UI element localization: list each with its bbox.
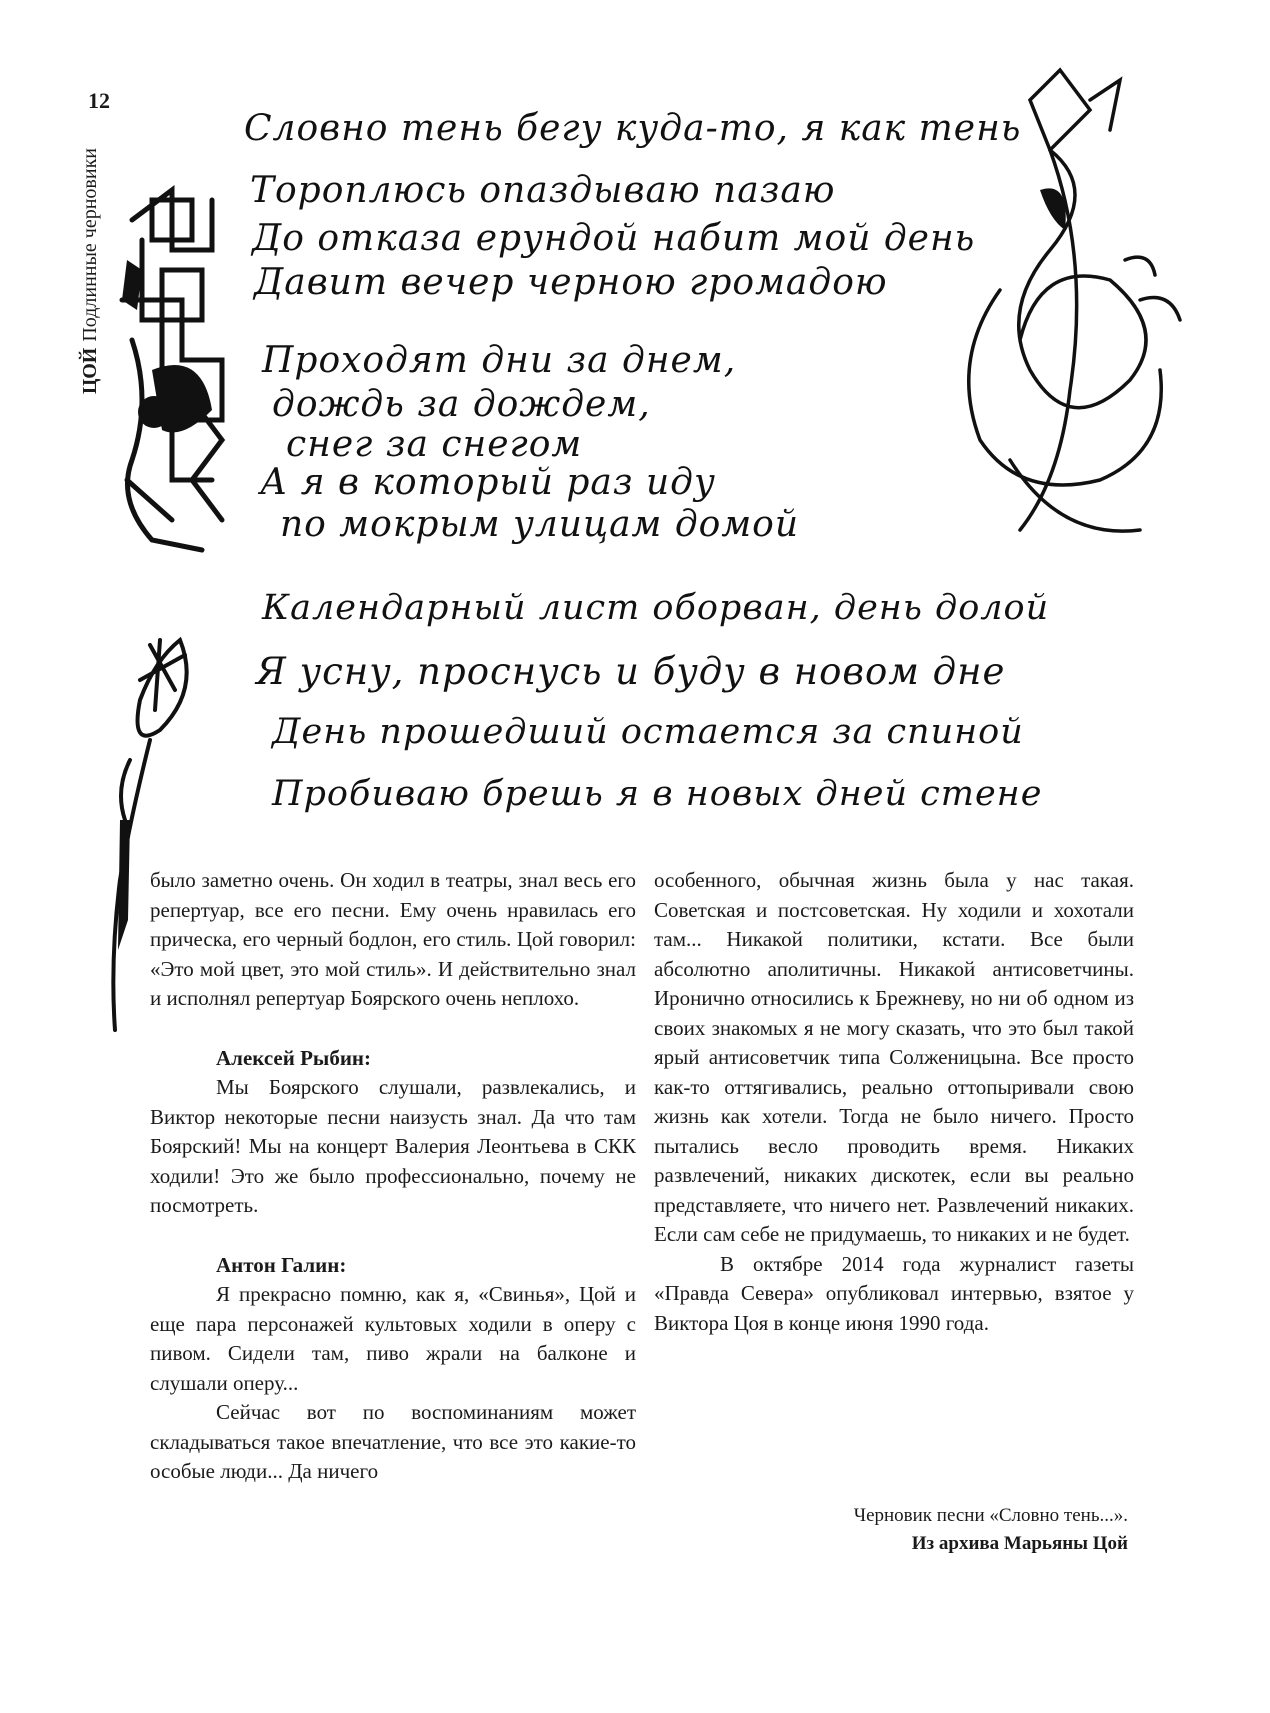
image-caption [854, 1502, 1128, 1558]
caption-source: Из архива Марьяны Цой [911, 1533, 1128, 1554]
song-draft-manuscript [232, 100, 1172, 860]
manuscript-line: Календарный лист оборван, день долой [262, 588, 1050, 628]
paragraph: Я прекрасно помню, как я, «Свинья», Цой и еще пара персонажей культовых ходили в оперу с пивом. Сидели там, пиво жрали на балконе и слушали оперу... [150, 1282, 636, 1395]
manuscript-line: по мокрым улицам домой [280, 504, 800, 545]
manuscript-line: снег за снегом [286, 424, 583, 465]
running-header [74, 148, 106, 528]
manuscript-line: Тороплюсь опаздываю пазаю [250, 170, 836, 211]
manuscript-line: Проходят дни за днем, [262, 340, 737, 381]
manuscript-line: Словно тень бегу куда-то, я как тень [244, 108, 1022, 149]
paragraph: особенного, обычная жизнь была у нас такая. Советская и постсоветская. Ну ходили и хохотали там... Никакой политики, кстати. Все были абсолютно аполитичны. Никакой антисоветчины. Иронично относились к Брежневу, но ни об одном из своих знакомых я не могу сказать, что это был такой ярый антисоветчик типа Солженицына. Все просто как-то оттягивались, реально оттопыривали свою жизнь как хотели. Тогда не было ничего. Просто пытались весло проводить время. Никаких развлечений, никаких дискотек, если вы реально представляете, что ничего нет. Развлечений никаких. Если сам себе не придумаешь, то никаких и не будет. [654, 868, 1134, 1246]
manuscript-line: День прошедший остается за спиной [272, 712, 1024, 752]
speaker-name: Алексей Рыбин: [216, 1045, 372, 1070]
page-number: 12 [88, 88, 110, 113]
abstract-sketch-left [112, 180, 240, 570]
header-bold: ЦОЙ [79, 347, 101, 395]
manuscript-line: Я усну, проснусь и буду в новом дне [256, 650, 1006, 693]
manuscript-line: До отказа ерундой набит мой день [252, 218, 976, 259]
article-column-left [150, 866, 636, 1487]
article-column-right [654, 866, 1134, 1338]
paragraph: В октябре 2014 года журналист газеты «Правда Севера» опубликовал интервью, взятое у Виктора Цоя в конце июня 1990 года. [654, 1251, 1134, 1335]
header-section: Подлинные черновики [79, 148, 101, 342]
manuscript-line: А я в который раз иду [260, 462, 716, 503]
manuscript-line: Пробиваю брешь я в новых дней стене [272, 774, 1043, 814]
paragraph: было заметно очень. Он ходил в театры, знал весь его репертуар, все его песни. Ему очень нравилась его прическа, его черный бодлон, его стиль. Цой говорил: «Это мой цвет, это мой стиль». И действительно знал и исполнял репертуар Боярского очень неплохо. [150, 868, 636, 1010]
manuscript-line: дождь за дождем, [272, 384, 651, 425]
paragraph: Мы Боярского слушали, развлекались, и Виктор некоторые песни наизусть знал. Да что там Боярский! Мы на концерт Валерия Леонтьева в СКК ходили! Это же было профессионально, почему не посмотреть. [150, 1075, 636, 1217]
manuscript-line: Давит вечер черною громадою [254, 262, 888, 303]
paragraph: Сейчас вот по воспоминаниям может складываться такое впечатление, что все это какие-то особые люди... Да ничего [150, 1400, 636, 1483]
caption-title: Черновик песни «Словно тень...». [853, 1505, 1128, 1526]
speaker-name: Антон Галин: [216, 1252, 347, 1277]
